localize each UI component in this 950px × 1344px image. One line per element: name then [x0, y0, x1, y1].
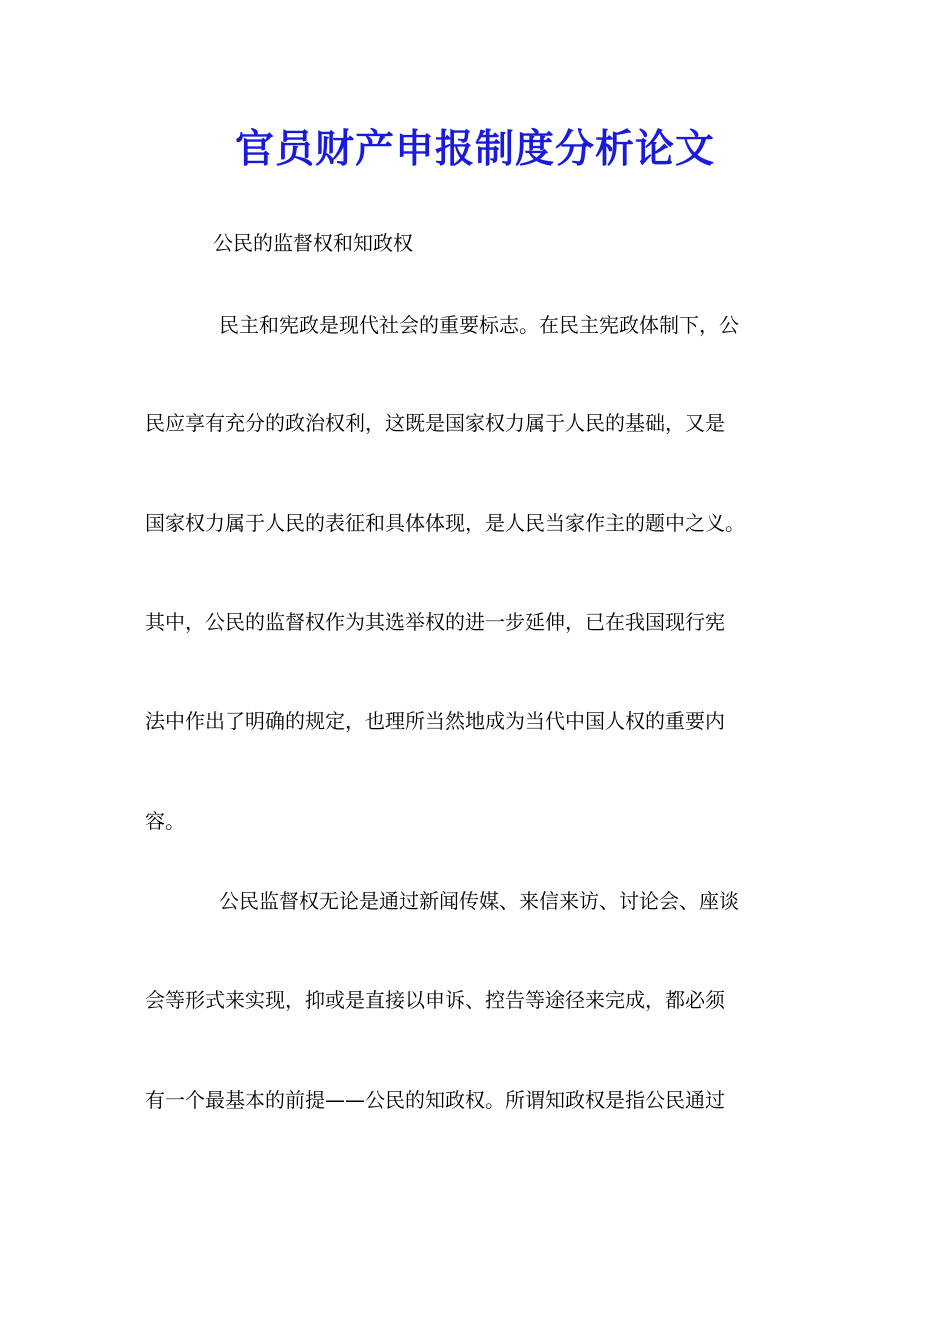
paragraph-1-line-4: 其中，公民的监督权作为其选举权的进一步延伸，已在我国现行宪 — [145, 610, 725, 634]
paragraph-1-line-3: 国家权力属于人民的表征和具体体现，是人民当家作主的题中之义。 — [145, 511, 745, 535]
paragraph-1-line-2: 民应享有充分的政治权利，这既是国家权力属于人民的基础，又是 — [145, 411, 725, 435]
document-title: 官员财产申报制度分析论文 — [234, 127, 715, 172]
paragraph-1-line-5: 法中作出了明确的规定，也理所当然地成为当代中国人权的重要内 — [145, 709, 725, 733]
paragraph-2-line-2: 会等形式来实现，抑或是直接以申诉、控告等途径来完成，都必须 — [145, 988, 725, 1012]
paragraph-1-line-6: 容。 — [145, 809, 185, 833]
paragraph-2-line-3: 有一个最基本的前提——公民的知政权。所谓知政权是指公民通过 — [145, 1088, 725, 1112]
section-subtitle: 公民的监督权和知政权 — [213, 231, 413, 255]
paragraph-2-line-1: 公民监督权无论是通过新闻传媒、来信来访、讨论会、座谈 — [219, 889, 739, 913]
paragraph-1-line-1: 民主和宪政是现代社会的重要标志。在民主宪政体制下，公 — [219, 313, 739, 337]
